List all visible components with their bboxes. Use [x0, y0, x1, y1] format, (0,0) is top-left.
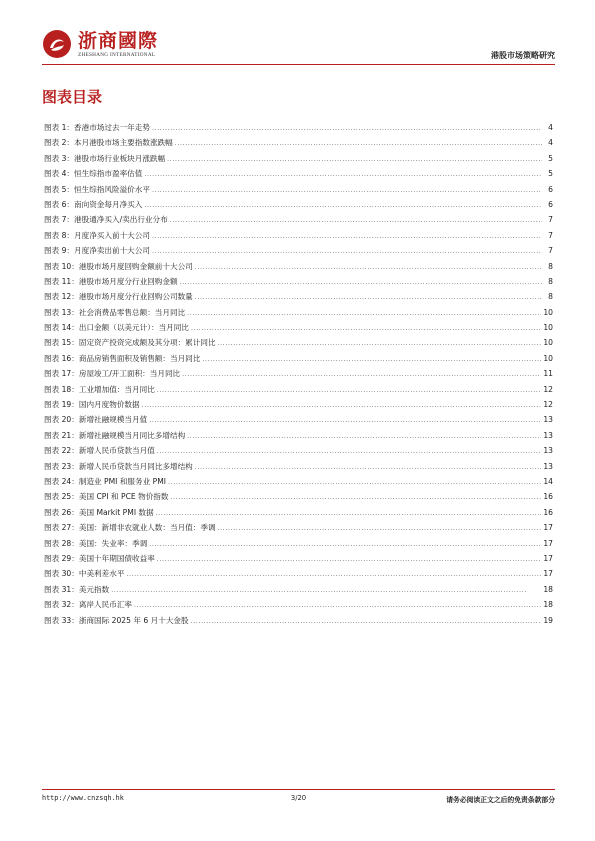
toc-dot-leader [167, 151, 542, 167]
toc-entry-label: 图表 32：离岸人民币汇率 [44, 600, 133, 610]
toc-dot-leader [144, 197, 542, 213]
toc-dot-leader [157, 443, 542, 459]
toc-dot-leader [149, 412, 541, 428]
toc-entry[interactable] [44, 443, 553, 458]
toc-entry[interactable] [44, 289, 553, 304]
toc-entry-page: 17 [543, 538, 553, 548]
toc-entry-label: 图表 15：固定资产投资完成额及其分项：累计同比 [44, 338, 216, 348]
toc-dot-leader [152, 228, 542, 244]
toc-entry[interactable] [44, 382, 553, 397]
toc-entry-label: 图表 22：新增人民币贷款当月值 [44, 446, 155, 456]
toc-entry-label: 图表 31：美元指数 [44, 584, 110, 594]
toc-entry[interactable] [44, 366, 553, 381]
toc-entry-page: 10 [543, 307, 553, 317]
toc-dot-leader [134, 597, 541, 613]
toc-entry[interactable] [44, 135, 553, 150]
toc-dot-leader [157, 382, 542, 398]
toc-dot-leader [195, 289, 542, 305]
toc-entry[interactable] [44, 459, 553, 474]
toc-entry-label: 图表 29：美国十年期国债收益率 [44, 553, 155, 563]
toc-entry[interactable] [44, 197, 553, 212]
toc-entry-label: 图表 27：美国：新增非农就业人数：当月值：季调 [44, 523, 216, 533]
toc-entry[interactable] [44, 120, 553, 135]
footer-disclaimer: 请务必阅读正文之后的免责条款部分 [446, 796, 555, 804]
toc-entry-label: 图表 33：浙商国际 2025 年 6 月十大金股 [44, 615, 189, 625]
toc-entry-page: 14 [543, 476, 553, 486]
toc-entry-label: 图表 14：出口金额（以美元计）：当月同比 [44, 323, 189, 333]
toc-entry[interactable] [44, 274, 553, 289]
page-header [42, 26, 555, 64]
toc-entry[interactable] [44, 151, 553, 166]
toc-entry-label: 图表 4：恒生综指市盈率估值 [44, 169, 143, 179]
toc-entry-label: 图表 21：新增社融规模当月同比多增结构 [44, 430, 186, 440]
toc-entry-page: 4 [548, 138, 553, 148]
toc-entry-page: 12 [543, 400, 553, 410]
toc-entry[interactable] [44, 474, 553, 489]
toc-entry-page: 18 [543, 584, 553, 594]
toc-entry-page: 8 [548, 276, 553, 286]
toc-entry-page: 7 [548, 246, 553, 256]
toc-entry[interactable] [44, 520, 553, 535]
page-footer [42, 794, 555, 806]
toc-dot-leader [126, 566, 541, 582]
toc-entry-page: 16 [543, 507, 553, 517]
toc-entry-page: 5 [548, 169, 553, 179]
toc-entry-page: 6 [548, 184, 553, 194]
toc-entry[interactable] [44, 305, 553, 320]
toc-entry-label: 图表 20：新增社融规模当月值 [44, 415, 148, 425]
toc-entry-label: 图表 16：商品房销售面积及销售额：当月同比 [44, 353, 201, 363]
toc-entry[interactable] [44, 259, 553, 274]
logo-chinese-name: 浙商國際 [78, 29, 159, 52]
toc-entry[interactable] [44, 243, 553, 258]
toc-entry-page: 13 [543, 430, 553, 440]
toc-dot-leader [182, 366, 541, 382]
toc-dot-leader [157, 551, 542, 567]
toc-entry-label: 图表 28：美国：失业率：季调 [44, 538, 148, 548]
toc-entry-page: 4 [548, 123, 553, 132]
header-divider [42, 64, 555, 65]
toc-dot-leader [170, 489, 541, 505]
toc-entry-page: 13 [543, 446, 553, 456]
toc-dot-leader [195, 459, 542, 475]
toc-entry[interactable] [44, 551, 553, 566]
toc-entry-label: 图表 5：恒生综指风险溢价水平 [44, 184, 150, 194]
toc-entry-page: 16 [543, 492, 553, 502]
toc-entry-label: 图表 8：月度净买入前十大公司 [44, 230, 150, 240]
toc-entry-label: 图表 23：新增人民币贷款当月同比多增结构 [44, 461, 193, 471]
toc-entry-page: 10 [543, 338, 553, 348]
toc-entry[interactable] [44, 505, 553, 520]
toc-entry-page: 17 [543, 553, 553, 563]
toc-entry-label: 图表 12：港股市场月度分行业回购公司数量 [44, 292, 193, 302]
toc-entry-label: 图表 7：港股通净买入/卖出行业分布 [44, 215, 168, 225]
toc-entry-label: 图表 26：美国 Markit PMI 数据 [44, 507, 154, 517]
toc-entry-page: 17 [543, 569, 553, 579]
toc-entry-page: 12 [543, 384, 553, 394]
toc-dot-leader [156, 505, 542, 521]
toc-list [44, 120, 553, 628]
toc-entry-label: 图表 1：香港市场过去一年走势 [44, 123, 150, 132]
toc-dot-leader [187, 428, 541, 444]
toc-entry-label: 图表 19：国内月度物价数据 [44, 400, 140, 410]
toc-entry-page: 13 [543, 461, 553, 471]
toc-entry[interactable] [44, 320, 553, 335]
toc-entry-label: 图表 6：南向资金每月净买入 [44, 199, 143, 209]
toc-entry-page: 18 [543, 600, 553, 610]
toc-dot-leader [111, 582, 541, 598]
toc-entry-label: 图表 13：社会消费品零售总额：当月同比 [44, 307, 186, 317]
toc-entry-label: 图表 25：美国 CPI 和 PCE 物价指数 [44, 492, 169, 502]
toc-dot-leader [144, 166, 542, 182]
toc-dot-leader [218, 520, 542, 536]
toc-entry-page: 10 [543, 323, 553, 333]
toc-dot-leader [152, 243, 542, 259]
toc-entry-label: 图表 24：制造业 PMI 和服务业 PMI [44, 476, 166, 486]
toc-entry-page: 19 [543, 615, 553, 625]
toc-dot-leader [152, 182, 542, 198]
toc-dot-leader [218, 335, 542, 351]
toc-entry-label: 图表 18：工业增加值：当月同比 [44, 384, 155, 394]
footer-website-link[interactable]: http://www.cnzsqh.hk [42, 794, 124, 802]
toc-entry-label: 图表 3：港股市场行业板块月涨跌幅 [44, 153, 166, 163]
toc-entry-page: 8 [548, 261, 553, 271]
footer-divider [42, 789, 555, 790]
toc-entry[interactable] [44, 397, 553, 412]
zheshang-logo-icon [42, 29, 72, 59]
toc-entry-label: 图表 17：房屋竣工/开工面积：当月同比 [44, 369, 181, 379]
company-logo [42, 26, 158, 62]
toc-entry[interactable] [44, 613, 553, 628]
toc-entry[interactable] [44, 566, 553, 581]
toc-entry[interactable] [44, 212, 553, 227]
toc-entry[interactable] [44, 166, 553, 181]
toc-dot-leader [152, 120, 542, 136]
toc-entry-page: 8 [548, 292, 553, 302]
toc-entry[interactable] [44, 489, 553, 504]
toc-dot-leader [180, 274, 542, 290]
toc-entry-page: 17 [543, 523, 553, 533]
toc-entry[interactable] [44, 582, 553, 597]
toc-entry[interactable] [44, 335, 553, 350]
toc-entry-label: 图表 30：中美利差水平 [44, 569, 125, 579]
toc-entry[interactable] [44, 228, 553, 243]
toc-dot-leader [191, 320, 541, 336]
toc-entry-label: 图表 2：本月港股市场主要指数涨跌幅 [44, 138, 173, 148]
toc-entry-page: 13 [543, 415, 553, 425]
toc-heading: 图表目录 [42, 88, 103, 106]
toc-dot-leader [202, 351, 541, 367]
toc-dot-leader [142, 397, 542, 413]
toc-entry[interactable] [44, 536, 553, 551]
toc-dot-leader [170, 212, 542, 228]
toc-entry-page: 7 [548, 215, 553, 225]
toc-entry[interactable] [44, 182, 553, 197]
toc-entry-page: 6 [548, 199, 553, 209]
toc-dot-leader [191, 613, 542, 629]
toc-entry[interactable] [44, 412, 553, 427]
toc-dot-leader [168, 474, 541, 490]
toc-dot-leader [175, 135, 542, 151]
report-type-label: 港股市场策略研究 [491, 51, 555, 60]
toc-dot-leader [149, 536, 541, 552]
toc-entry-page: 10 [543, 353, 553, 363]
logo-english-name: ZHESHANG INTERNATIONAL [78, 51, 156, 58]
toc-dot-leader [187, 305, 541, 321]
toc-entry[interactable] [44, 597, 553, 612]
toc-entry-page: 7 [548, 230, 553, 240]
footer-page-number: 3/20 [290, 794, 307, 802]
toc-dot-leader [195, 259, 542, 275]
toc-entry[interactable] [44, 351, 553, 366]
toc-entry-label: 图表 10：港股市场月度回购金额前十大公司 [44, 261, 193, 271]
toc-entry[interactable] [44, 428, 553, 443]
toc-entry-label: 图表 9：月度净卖出前十大公司 [44, 246, 150, 256]
toc-entry-page: 11 [543, 369, 553, 379]
toc-entry-label: 图表 11：港股市场月度分行业回购金额 [44, 276, 178, 286]
toc-entry-page: 5 [548, 153, 553, 163]
